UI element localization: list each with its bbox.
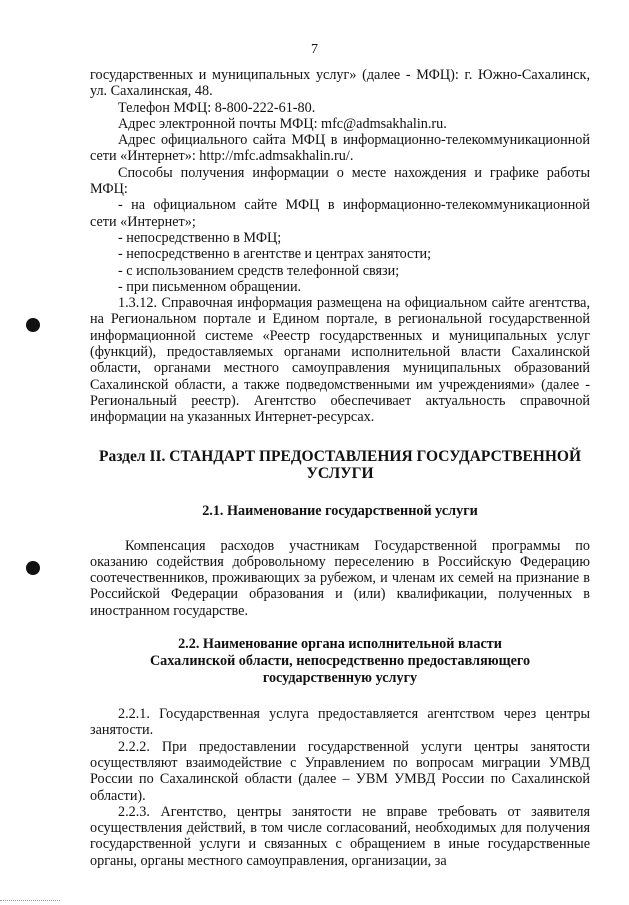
scan-edge-divider xyxy=(0,900,60,902)
paragraph: Телефон МФЦ: 8-800-222-61-80. xyxy=(118,99,316,116)
list-item: - непосредственно в агентстве и центрах занятости; xyxy=(118,246,432,263)
paragraph: государственных и муниципальных услуг» (далее - МФЦ): г. Южно-Сахалинск, ул. Сахалинская, 48. xyxy=(90,67,590,100)
section-title: Раздел II. СТАНДАРТ ПРЕДОСТАВЛЕНИЯ ГОСУДАРСТВЕННОЙ УСЛУГИ xyxy=(98,447,582,482)
list-item: - на официальном сайте МФЦ в информационно-телекоммуникационной сети «Интернет»; xyxy=(90,197,590,230)
paragraph: Адрес электронной почты МФЦ: mfc@admsakhalin.ru. xyxy=(118,115,447,132)
list-item: - с использованием средств телефонной связи; xyxy=(118,262,400,279)
punch-hole-icon xyxy=(26,318,40,332)
paragraph: 1.3.12. Справочная информация размещена на официальном сайте агентства, на Региональном портале и Едином портале, в региональной государственной информационной системе «Реестр государственных и муниципальных услуг (функций), предоставляемых органами исполнительной власти Сахалинской области, органами местного самоуправления муниципальных образований Сахалинской области, а также подведомственными им учреждениями» (далее - Региональный реестр). Агентство обеспечивает актуальность справочной информации на указанных Интернет-ресурсах. xyxy=(90,295,590,426)
page-number: 7 xyxy=(311,42,318,57)
subsection-title-line: Сахалинской области, непосредственно предоставляющего xyxy=(149,653,531,670)
paragraph: 2.2.3. Агентство, центры занятости не вправе требовать от заявителя осуществления действий, в том числе согласований, необходимых для получения государственной услуги и связанных с обращением в иные государственные органы, органы местного самоуправления, организации, за xyxy=(90,803,590,869)
subsection-title: 2.1. Наименование государственной услуги xyxy=(202,502,478,519)
punch-hole-icon xyxy=(26,561,40,575)
list-item: - при письменном обращении. xyxy=(118,278,302,295)
subsection-title-line: 2.2. Наименование органа исполнительной власти xyxy=(178,636,502,653)
subsection-title-line: государственную услугу xyxy=(262,670,418,687)
paragraph: 2.2.1. Государственная услуга предоставляется агентством через центры занятости. xyxy=(90,706,590,739)
list-item: - непосредственно в МФЦ; xyxy=(118,229,282,246)
paragraph: Компенсация расходов участникам Государственной программы по оказанию содействия добровольному переселению в Российскую Федерацию соотечественников, проживающих за рубежом, и членам их семей на признание в Российской Федерации образования и (или) квалификации, полученных в иностранном государстве. xyxy=(90,537,590,619)
document-body xyxy=(90,67,590,869)
paragraph: Способы получения информации о месте нахождения и графике работы МФЦ: xyxy=(90,164,590,198)
paragraph: Адрес официального сайта МФЦ в информационно-телекоммуникационной сети «Интернет»: http://mfc.admsakhalin.ru/. xyxy=(90,132,590,165)
paragraph: 2.2.2. При предоставлении государственной услуги центры занятости осуществляют взаимодействие с Управлением по вопросам миграции УМВД России по Сахалинской области (далее – УВМ УМВД России по Сахалинской области). xyxy=(90,738,590,804)
